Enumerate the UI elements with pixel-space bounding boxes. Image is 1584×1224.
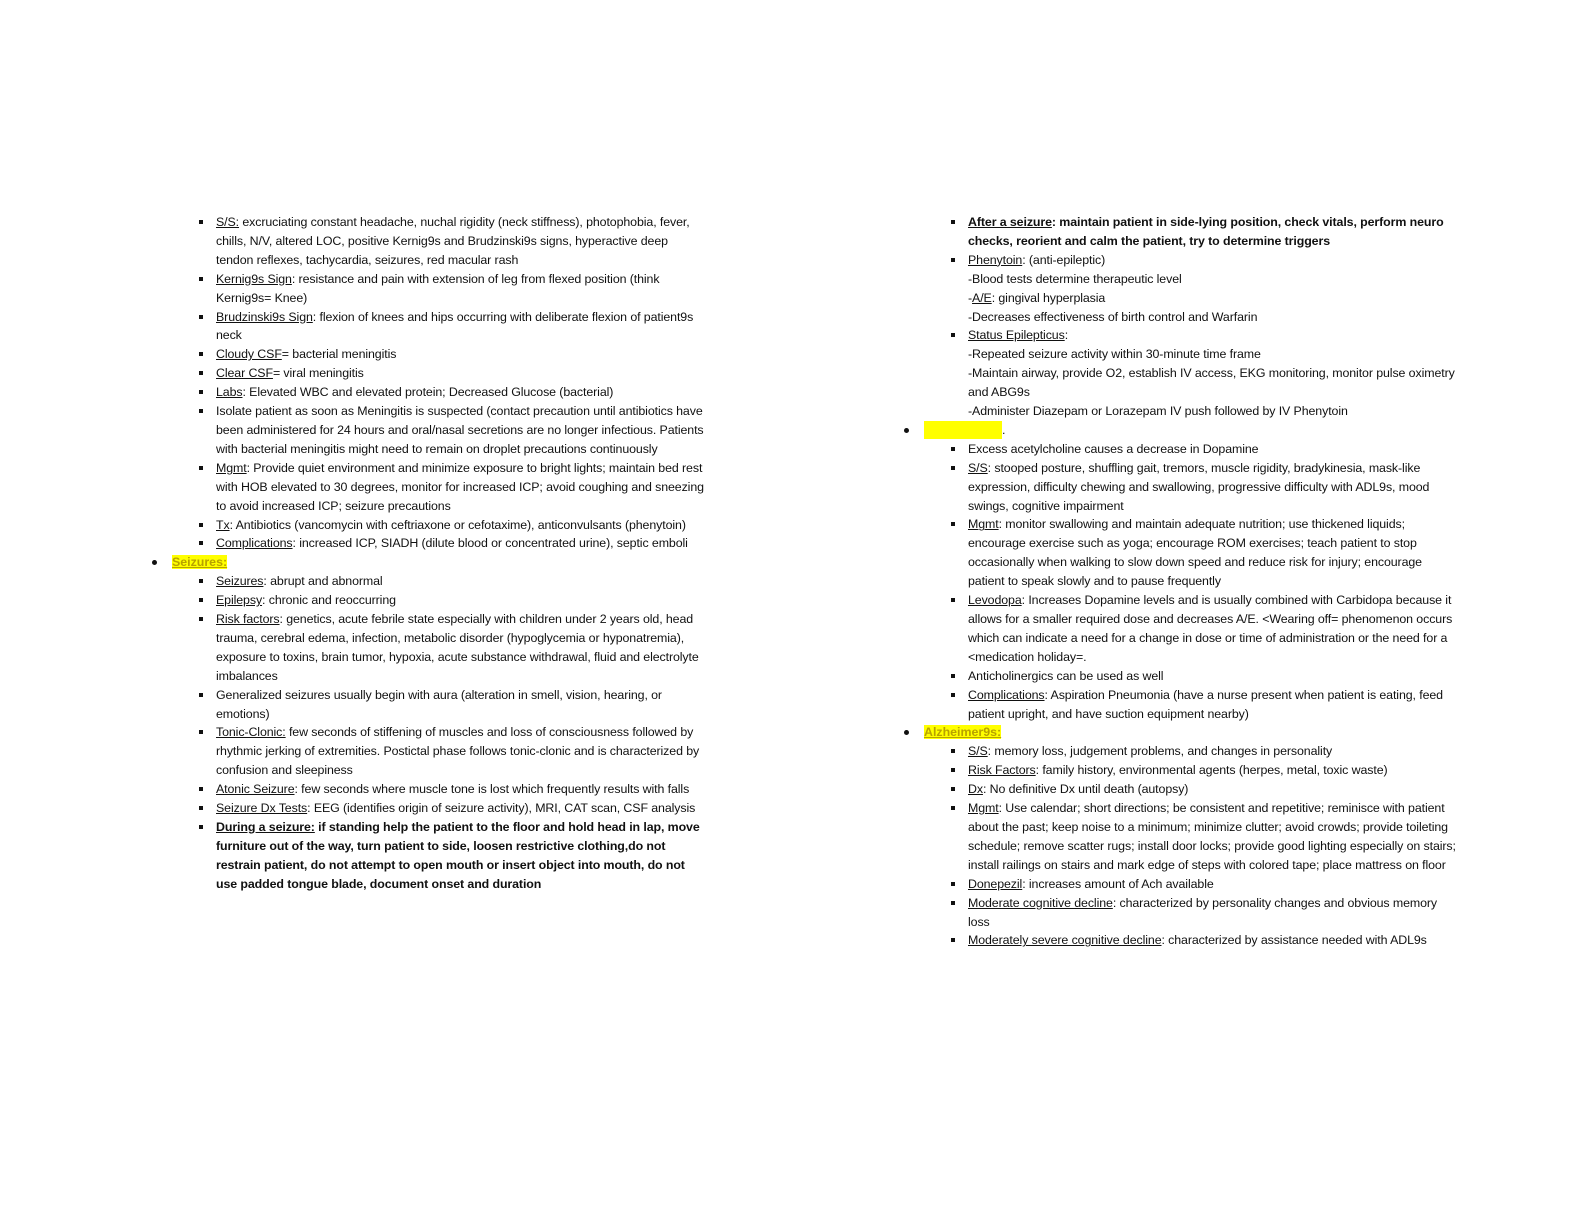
seizures-list (146, 572, 706, 893)
alzheimers-heading: Alzheimer9s: (898, 723, 1458, 742)
list-item: Excess acetylcholine causes a decrease in Dopamine (898, 440, 1458, 459)
list-item: Complications: Aspiration Pneumonia (have a nurse present when patient is eating, feed patient upright, and have suction equipment nearby) (898, 686, 1458, 724)
list-item: Generalized seizures usually begin with aura (alteration in smell, vision, hearing, or emotions) (146, 686, 706, 724)
list-item: Anticholinergics can be used as well (898, 667, 1458, 686)
list-item: Mgmt: monitor swallowing and maintain adequate nutrition; use thickened liquids; encourage exercise such as yoga; encourage ROM exercises; teach patient to stop occasionally when walking to slow down speed and reduce risk for injury; encourage patient to speak slowly and to pause frequently (898, 515, 1458, 591)
list-item: Isolate patient as soon as Meningitis is suspected (contact precaution until antibiotics have been administered for 24 hours and oral/nasal secretions are no longer infectious. Patients with bacterial meningitis might need to remain on droplet precautions continuously (146, 402, 706, 459)
seizures-heading: Seizures: (146, 553, 706, 572)
list-item: Complications: increased ICP, SIADH (dilute blood or concentrated urine), septic emboli (146, 534, 706, 553)
list-item: Phenytoin: (anti-epileptic) -Blood tests determine therapeutic level -A/E: gingival hyperplasia -Decreases effectiveness of birth control and Warfarin (898, 251, 1458, 327)
alzheimers-list (898, 742, 1458, 950)
list-item: Mgmt: Provide quiet environment and minimize exposure to bright lights; maintain bed rest with HOB elevated to 30 degrees, monitor for increased ICP; avoid coughing and sneezing to avoid increased ICP; seizure precautions (146, 459, 706, 516)
list-item: Moderately severe cognitive decline: characterized by assistance needed with ADL9s (898, 931, 1458, 950)
list-item: Atonic Seizure: few seconds where muscle tone is lost which frequently results with falls (146, 780, 706, 799)
left-column (146, 213, 706, 894)
list-item: Risk Factors: family history, environmental agents (herpes, metal, toxic waste) (898, 761, 1458, 780)
list-item: After a seizure: maintain patient in side-lying position, check vitals, perform neuro checks, reorient and calm the patient, try to determine triggers (898, 213, 1458, 251)
list-item: Dx: No definitive Dx until death (autopsy) (898, 780, 1458, 799)
list-item: Cloudy CSF= bacterial meningitis (146, 345, 706, 364)
list-item: Levodopa: Increases Dopamine levels and is usually combined with Carbidopa because it allows for a smaller required dose and decreases A/E. <Wearing off= phenomenon occurs which can indicate a need for a change in dose or time of administration or the need for a <medication holiday=. (898, 591, 1458, 667)
meningitis-list (146, 213, 706, 553)
list-item: Clear CSF= viral meningitis (146, 364, 706, 383)
parkinsons-list (898, 440, 1458, 724)
list-item: Seizures: abrupt and abnormal (146, 572, 706, 591)
list-item: Labs: Elevated WBC and elevated protein; Decreased Glucose (bacterial) (146, 383, 706, 402)
list-item: Seizure Dx Tests: EEG (identifies origin of seizure activity), MRI, CAT scan, CSF analysis (146, 799, 706, 818)
highlight-mark (924, 421, 1002, 439)
list-item: S/S: excruciating constant headache, nuchal rigidity (neck stiffness), photophobia, fever, chills, N/V, altered LOC, positive Kernig9s and Brudzinski9s signs, hyperactive deep tendon reflexes, tachycardia, seizures, red macular rash (146, 213, 706, 270)
list-item: Status Epilepticus: -Repeated seizure activity within 30-minute time frame -Maintain airway, provide O2, establish IV access, EKG monitoring, monitor pulse oximetry and ABG9s -Administer Diazepam or Lorazepam IV push followed by IV Phenytoin (898, 326, 1458, 421)
right-column (898, 213, 1458, 950)
list-item: Epilepsy: chronic and reoccurring (146, 591, 706, 610)
list-item: Tx: Antibiotics (vancomycin with ceftriaxone or cefotaxime), anticonvulsants (phenytoin) (146, 516, 706, 535)
list-item: Donepezil: increases amount of Ach available (898, 875, 1458, 894)
list-item: During a seizure: if standing help the patient to the floor and hold head in lap, move furniture out of the way, turn patient to side, loosen restrictive clothing,do not restrain patient, do not attempt to open mouth or insert object into mouth, do not use padded tongue blade, document onset and duration (146, 818, 706, 894)
list-item: Moderate cognitive decline: characterized by personality changes and obvious memory loss (898, 894, 1458, 932)
list-item: Mgmt: Use calendar; short directions; be consistent and repetitive; reminisce with patient about the past; keep noise to a minimum; minimize clutter; avoid crowds; provide toileting schedule; remove scatter rugs; install door locks; provide good lighting especially on stairs; install railings on stairs and mark edge of steps with colored tape; place mattress on floor (898, 799, 1458, 875)
list-item: S/S: stooped posture, shuffling gait, tremors, muscle rigidity, bradykinesia, mask-like expression, difficulty chewing and swallowing, progressive difficulty with ADL9s, mood swings, cognitive impairment (898, 459, 1458, 516)
list-item: S/S: memory loss, judgement problems, and changes in personality (898, 742, 1458, 761)
list-item: Brudzinski9s Sign: flexion of knees and hips occurring with deliberate flexion of patient9s neck (146, 308, 706, 346)
list-item: Kernig9s Sign: resistance and pain with extension of leg from flexed position (think Kernig9s= Knee) (146, 270, 706, 308)
seizure-care-list (898, 213, 1458, 421)
list-item: Risk factors: genetics, acute febrile state especially with children under 2 years old, head trauma, cerebral edema, infection, metabolic disorder (hypoglycemia or hyponatremia), exposure to toxins, brain tumor, hypoxia, acute substance withdrawal, fluid and electrolyte imbalances (146, 610, 706, 686)
list-item: Tonic-Clonic: few seconds of stiffening of muscles and loss of consciousness followed by rhythmic jerking of extremities. Postictal phase follows tonic-clonic and is characterized by confusion and sleepiness (146, 723, 706, 780)
parkinsons-heading: . (898, 421, 1458, 440)
